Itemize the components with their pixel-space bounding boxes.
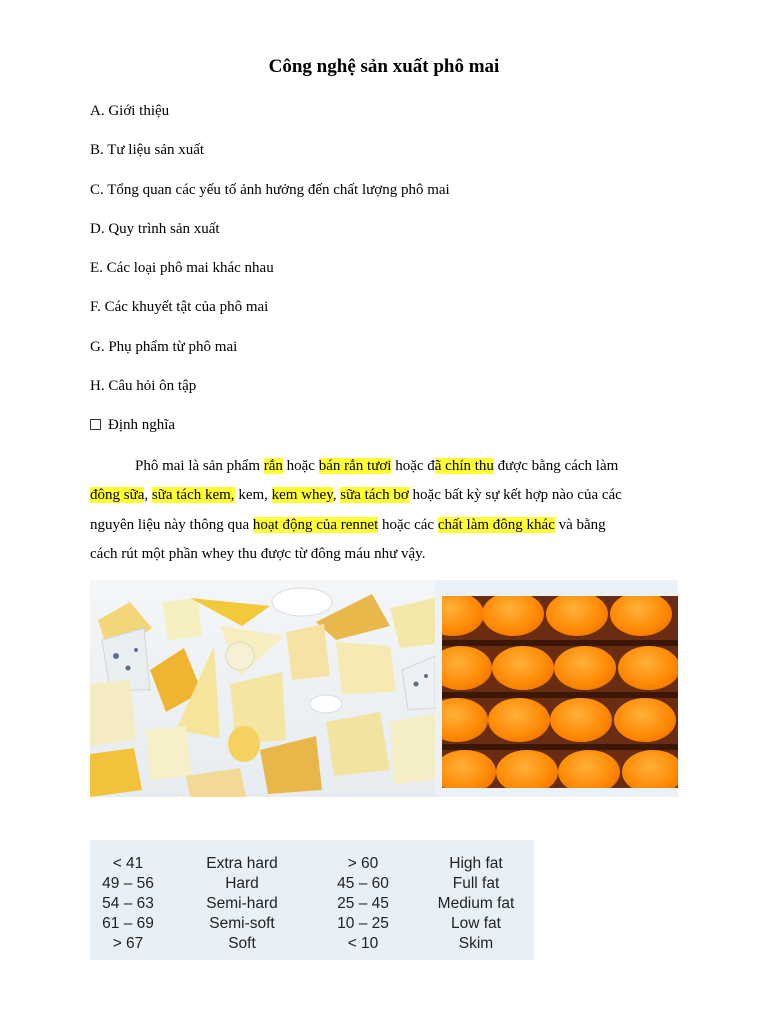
table-row (90, 894, 534, 914)
firmness-class: Semi-soft (209, 915, 275, 932)
fat-range: 10 – 25 (337, 915, 389, 932)
text-run: và bằng (554, 516, 606, 533)
cheese-block (326, 712, 390, 776)
text-run: hoặc bất kỳ sự kết hợp nào của các (408, 487, 622, 504)
paragraph-line-3 (90, 511, 682, 540)
cheese-block (90, 748, 142, 797)
highlighted-term: kem whey (271, 487, 333, 504)
text-run: , (144, 487, 152, 504)
cheese-slice (146, 726, 192, 780)
toc-item-f: F. Các khuyết tật của phô mai (90, 299, 269, 316)
fat-range: 45 – 60 (337, 875, 389, 892)
table-of-contents (90, 100, 450, 414)
cheese-block (336, 642, 396, 694)
firmness-class: Semi-hard (206, 895, 278, 912)
cheese-photos (90, 580, 678, 797)
text-run: nguyên liệu này thông qua (90, 516, 253, 533)
fat-class: Skim (458, 935, 494, 952)
highlighted-term: hoạt động của rennet (252, 516, 379, 533)
fat-class: Low fat (451, 915, 501, 932)
paragraph-line-2 (90, 481, 682, 510)
moisture-range: > 67 (112, 935, 144, 952)
assorted-cheese-photo (90, 580, 435, 797)
toc-item-g: G. Phụ phẩm từ phô mai (90, 338, 238, 355)
cheese-wedge (190, 598, 270, 626)
highlighted-term: sữa tách kem, (151, 487, 235, 504)
paragraph-line-4: cách rút một phần whey thu được từ đông máu như vậy. (90, 545, 426, 562)
missing-glyph-bullet-icon (90, 419, 101, 430)
document-title: Công nghệ sản xuất phô mai (268, 56, 500, 77)
highlighted-term: rắn (263, 458, 283, 474)
cheese-slice (90, 680, 136, 746)
highlighted-term: bán rắn tươi (318, 458, 392, 474)
toc-item-d: D. Quy trình sản xuất (90, 220, 220, 237)
toc-item-a: A. Giới thiệu (90, 103, 170, 119)
text-run: hoặc đ (391, 458, 435, 474)
table-row (90, 874, 534, 894)
fat-range: < 10 (347, 935, 379, 952)
text-run: , (332, 487, 341, 504)
fat-class: Full fat (452, 875, 500, 892)
toc-item-e: E. Các loại phô mai khác nhau (90, 260, 274, 277)
toc-item-h: H. Câu hỏi ôn tập (90, 378, 197, 395)
definition-heading (90, 414, 175, 436)
cheese-wheels-photo (442, 596, 678, 788)
assorted-cheese-illustration (90, 580, 435, 797)
text-run: được bằng cách làm (493, 458, 619, 474)
cheese-classification-table (90, 840, 534, 960)
text-run: Phô mai là sản phẩm (135, 458, 264, 474)
highlighted-term: đông sữa (90, 487, 145, 504)
cheese-round (226, 642, 254, 670)
fat-class: Medium fat (437, 895, 515, 912)
brie-round (272, 588, 332, 616)
definition-heading-text: Định nghĩa (108, 417, 176, 433)
firmness-class: Extra hard (206, 855, 278, 872)
text-run: hoặc các (378, 516, 438, 533)
moisture-range: < 41 (112, 855, 144, 872)
paragraph-line-1 (90, 452, 682, 481)
blue-cheese-wedge (402, 656, 435, 710)
cheese-round (228, 726, 260, 762)
highlighted-term: chất làm đông khác (437, 516, 555, 533)
toc-item-c: C. Tổng quan các yếu tố ảnh hưởng đến chất lượng phô mai (90, 181, 450, 198)
toc-item-b: B. Tư liệu sản xuất (90, 142, 205, 159)
table-row (90, 934, 534, 954)
cheese-wedge (390, 714, 435, 784)
table-row (90, 914, 534, 934)
cheese-block (162, 598, 202, 640)
text-run: kem, (234, 487, 272, 504)
soft-cheese-round (310, 695, 342, 713)
firmness-class: Hard (225, 875, 259, 892)
fat-range: > 60 (347, 855, 379, 872)
fat-range: 25 – 45 (337, 895, 389, 912)
cheese-block (186, 768, 246, 797)
cheese-block (390, 598, 435, 648)
moisture-range: 61 – 69 (102, 915, 154, 932)
cheese-block (286, 624, 330, 680)
fat-class: High fat (449, 855, 503, 872)
moisture-range: 54 – 63 (102, 895, 154, 912)
highlighted-term: ã chín thu (434, 458, 494, 474)
moisture-range: 49 – 56 (102, 875, 154, 892)
highlighted-term: sữa tách bơ (340, 487, 409, 504)
text-run: hoặc (282, 458, 319, 474)
definition-paragraph (90, 452, 682, 569)
firmness-class: Soft (228, 935, 256, 952)
table-row (90, 854, 534, 874)
cheese-block (260, 736, 322, 794)
